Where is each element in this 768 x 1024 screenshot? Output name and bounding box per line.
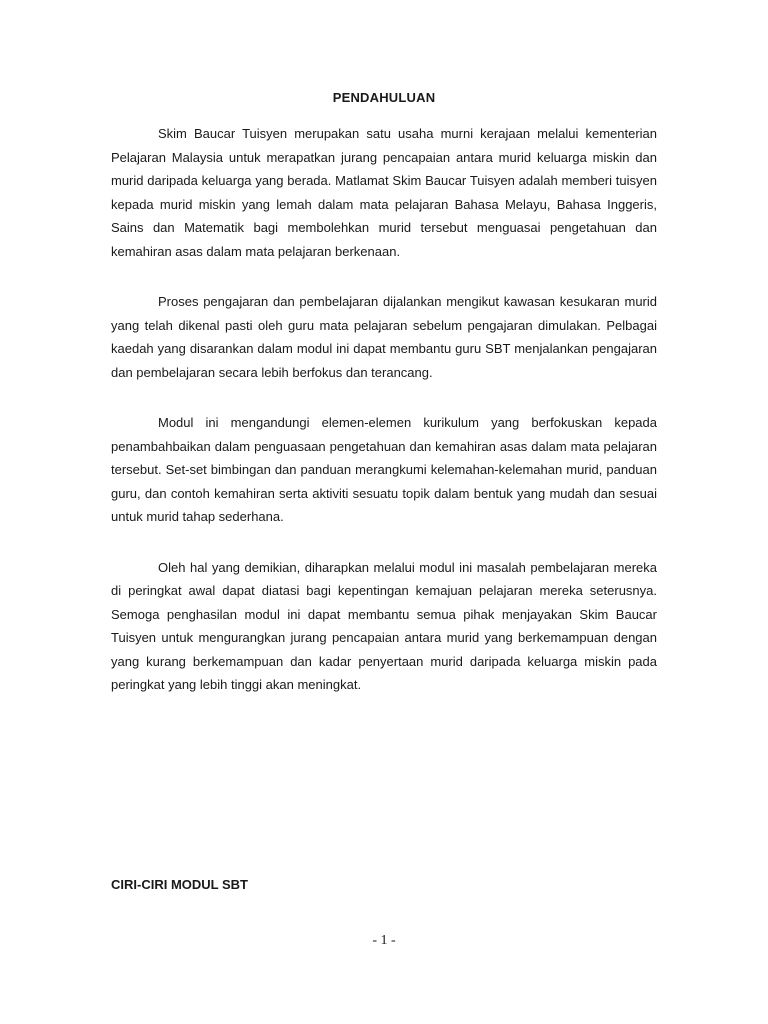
page-number: - 1 -	[372, 933, 396, 948]
paragraph-1: Skim Baucar Tuisyen merupakan satu usaha murni kerajaan melalui kementerian Pelajaran Malaysia untuk merapatkan jurang pencapaian antara murid keluarga miskin dan murid daripada keluarga yang berada. Matlamat Skim Baucar Tuisyen adalah memberi tuisyen kepada murid miskin yang lemah dalam mata pelajaran Bahasa Melayu, Bahasa Inggeris, Sains dan Matematik bagi membolehkan murid tersebut menguasai pengetahuan dan kemahiran asas dalam mata pelajaran berkenaan.	[111, 126, 657, 259]
page-title: PENDAHULUAN	[332, 90, 436, 105]
paragraph-3: Modul ini mengandungi elemen-elemen kurikulum yang berfokuskan kepada penambahbaikan dalam penguasaan pengetahuan dan kemahiran asas dalam mata pelajaran tersebut. Set-set bimbingan dan panduan merangkumi kelemahan-kelemahan murid, panduan guru, dan contoh kemahiran serta aktiviti sesuatu topik dalam bentuk yang mudah dan sesuai untuk murid tahap sederhana.	[111, 415, 657, 524]
section-heading: CIRI-CIRI MODUL SBT	[111, 877, 248, 892]
paragraph-4: Oleh hal yang demikian, diharapkan melalui modul ini masalah pembelajaran mereka di peringkat awal dapat diatasi bagi kepentingan kemajuan pelajaran mereka seterusnya. Semoga penghasilan modul ini dapat membantu semua pihak menjayakan Skim Baucar Tuisyen untuk mengurangkan jurang pencapaian antara murid yang berkemampuan dengan yang kurang berkemampuan dan kadar penyertaan murid daripada keluarga miskin pada peringkat yang lebih tinggi akan meningkat.	[111, 559, 657, 692]
paragraph-2: Proses pengajaran dan pembelajaran dijalankan mengikut kawasan kesukaran murid yang telah dikenal pasti oleh guru mata pelajaran sebelum pengajaran dimulakan. Pelbagai kaedah yang disarankan dalam modul ini dapat membantu guru SBT menjalankan pengajaran dan pembelajaran secara lebih berfokus dan terancang.	[111, 294, 657, 380]
document-body	[111, 122, 657, 724]
